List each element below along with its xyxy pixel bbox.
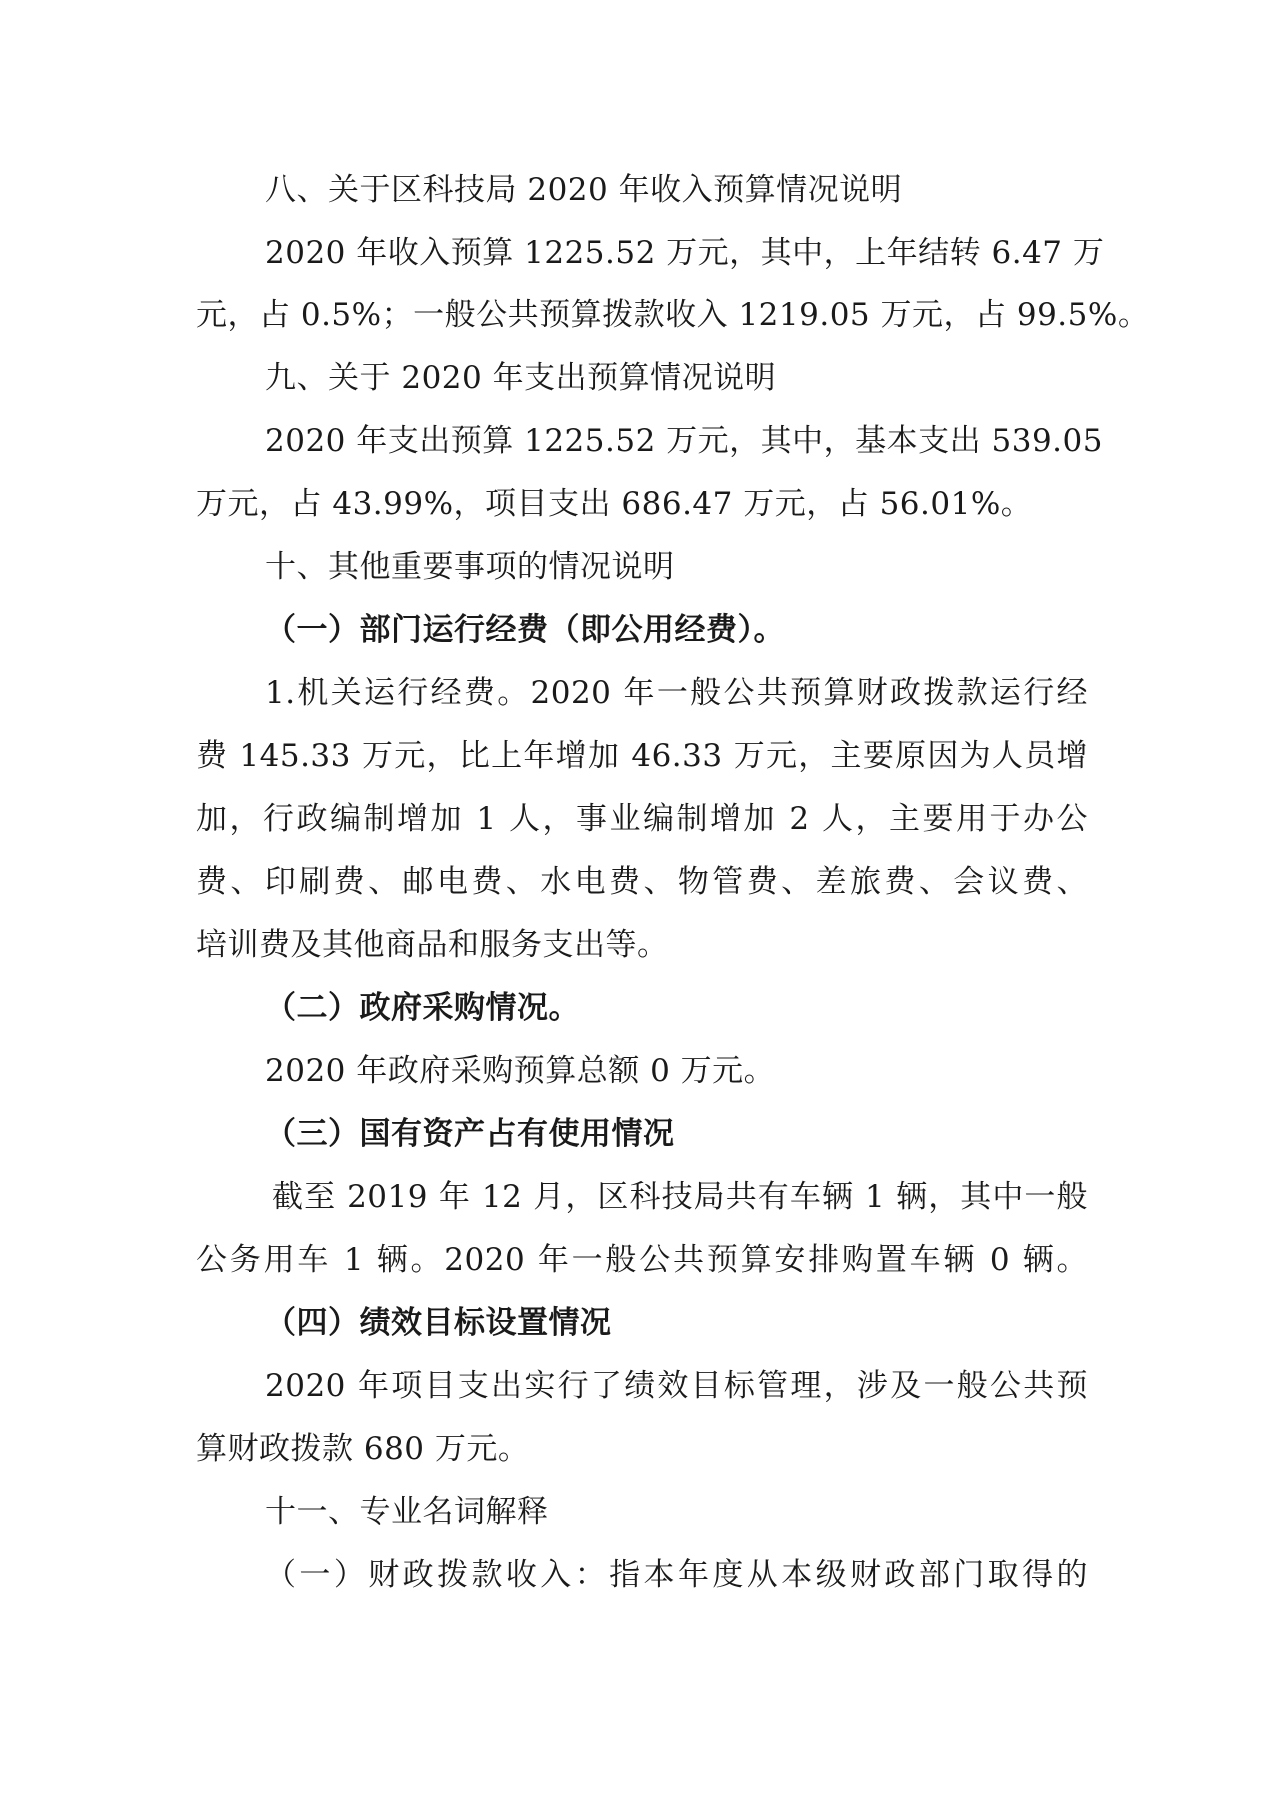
paragraph-line: 万元，占 43.99%，项目支出 686.47 万元，占 56.01%。 — [196, 486, 1033, 522]
paragraph-line: 培训费及其他商品和服务支出等。 — [196, 927, 669, 963]
section-heading-eight: 八、关于区科技局 2020 年收入预算情况说明 — [265, 172, 903, 208]
paragraph-line: 2020 年项目支出实行了绩效目标管理，涉及一般公共预 — [265, 1368, 1088, 1404]
subsection-heading-1: （一）部门运行经费（即公用经费）。 — [265, 612, 785, 648]
paragraph-line: 算财政拨款 680 万元。 — [196, 1431, 530, 1467]
section-heading-nine: 九、关于 2020 年支出预算情况说明 — [265, 360, 777, 396]
paragraph-line: 截至 2019 年 12 月，区科技局共有车辆 1 辆，其中一般 — [272, 1179, 1088, 1215]
subsection-heading-3: （三）国有资产占有使用情况 — [265, 1116, 675, 1152]
section-heading-ten: 十、其他重要事项的情况说明 — [265, 549, 675, 585]
subsection-heading-4: （四）绩效目标设置情况 — [265, 1305, 612, 1341]
paragraph-line: 1.机关运行经费。2020 年一般公共预算财政拨款运行经 — [265, 675, 1088, 711]
paragraph-line: 加，行政编制增加 1 人，事业编制增加 2 人，主要用于办公 — [196, 801, 1088, 837]
paragraph-line: 元，占 0.5%；一般公共预算拨款收入 1219.05 万元，占 99.5%。 — [196, 297, 1150, 333]
paragraph-line: 2020 年政府采购预算总额 0 万元。 — [265, 1053, 776, 1089]
subsection-heading-2: （二）政府采购情况。 — [265, 990, 580, 1026]
paragraph-line: 费 145.33 万元，比上年增加 46.33 万元，主要原因为人员增 — [196, 738, 1088, 774]
section-heading-eleven: 十一、专业名词解释 — [265, 1494, 549, 1530]
paragraph-line: 公务用车 1 辆。2020 年一般公共预算安排购置车辆 0 辆。 — [196, 1242, 1088, 1278]
paragraph-line: 2020 年收入预算 1225.52 万元，其中，上年结转 6.47 万 — [265, 235, 1105, 271]
paragraph-line: 2020 年支出预算 1225.52 万元，其中，基本支出 539.05 — [265, 423, 1103, 459]
paragraph-line: （一）财政拨款收入：指本年度从本级财政部门取得的 — [265, 1557, 1088, 1593]
paragraph-line: 费、印刷费、邮电费、水电费、物管费、差旅费、会议费、 — [196, 864, 1088, 900]
